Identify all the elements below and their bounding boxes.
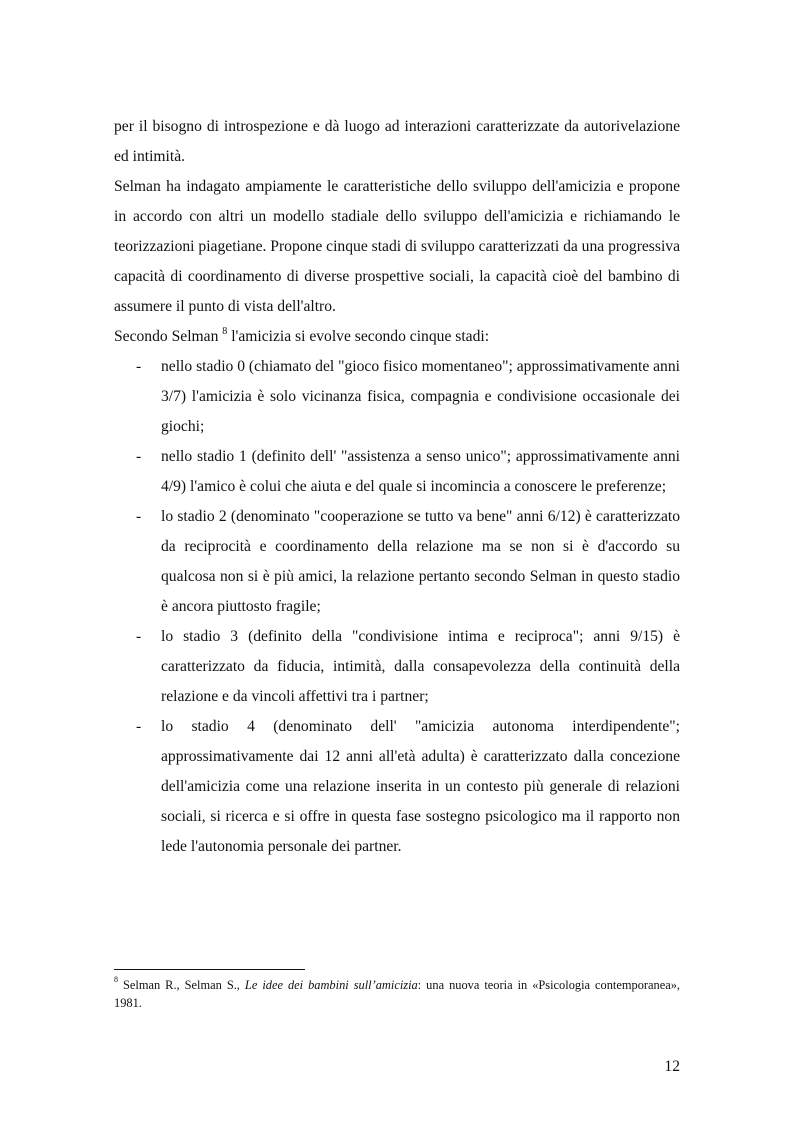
page-number: 12 — [664, 1058, 680, 1075]
footnote-authors: Selman R., Selman S., — [123, 978, 240, 992]
footnote — [114, 976, 680, 1012]
list-item-stage-0 — [114, 352, 680, 442]
bullet-dash: - — [136, 358, 142, 375]
stage-text: lo stadio 3 (definito della "condivisione intima e reciproca"; anni 9/15) è caratterizzato da fiducia, intimità, dalla consapevolezza della continuità della relazione e da vincoli affettivi tra i partner; — [161, 628, 680, 705]
bullet-dash: - — [136, 448, 142, 465]
list-item-stage-1 — [114, 442, 680, 502]
stage-text: lo stadio 2 (denominato "cooperazione se tutto va bene" anni 6/12) è caratterizzato da reciprocità e coordinamento della relazione ma se non si è d'accordo su qualcosa non si è più amici, la relazione pertanto secondo Selman in questo stadio è ancora piuttosto fragile; — [161, 508, 680, 615]
footnote-reference: 8 — [222, 325, 228, 337]
bullet-dash: - — [136, 718, 142, 735]
lead-text-before: Secondo Selman — [114, 328, 219, 345]
list-item-stage-4 — [114, 712, 680, 862]
list-item-stage-2 — [114, 502, 680, 622]
bullet-dash: - — [136, 628, 142, 645]
paragraph-continuation: per il bisogno di introspezione e dà luogo ad interazioni caratterizzate da autorivelazione ed intimità. — [114, 118, 680, 165]
page-body — [114, 112, 680, 862]
paragraph-selman-intro: Selman ha indagato ampiamente le caratteristiche dello sviluppo dell'amicizia e propone in accordo con altri un modello stadiale dello sviluppo dell'amicizia e richiamando le teorizzazioni piagetiane. Propone cinque stadi di sviluppo caratterizzati da una progressiva capacità di coordinamento di diverse prospettive sociali, la capacità cioè del bambino di assumere il punto di vista dell'altro. — [114, 178, 680, 315]
footnote-number: 8 — [114, 974, 118, 984]
stage-text: nello stadio 0 (chiamato del "gioco fisico momentaneo"; approssimativamente anni 3/7) l'amicizia è solo vicinanza fisica, compagnia e condivisione occasionale dei giochi; — [161, 358, 680, 435]
footnote-divider — [114, 969, 305, 970]
stage-text: lo stadio 4 (denominato dell' "amicizia autonoma interdipendente"; approssimativamente dai 12 anni all'età adulta) è caratterizzato dalla concezione dell'amicizia come una relazione inserita in un contesto più generale di relazioni sociali, si ricerca e si offre in questa fase sostegno psicologico ma il rapporto non lede l'autonomia personale dei partner. — [161, 718, 680, 855]
stage-text: nello stadio 1 (definito dell' "assistenza a senso unico"; approssimativamente anni 4/9) l'amico è colui che aiuta e del quale si incomincia a conoscere le preferenze; — [161, 448, 680, 495]
footnote-title: Le idee dei bambini sull’amicizia — [244, 978, 418, 992]
bullet-dash: - — [136, 508, 142, 525]
stages-list — [114, 352, 680, 862]
lead-text-after: l'amicizia si evolve secondo cinque stadi: — [231, 328, 490, 345]
list-item-stage-3 — [114, 622, 680, 712]
paragraph-stages-lead — [114, 322, 680, 352]
footnote-rest: : una nuova teoria in «Psicologia contemporanea», 1981. — [114, 978, 681, 1010]
